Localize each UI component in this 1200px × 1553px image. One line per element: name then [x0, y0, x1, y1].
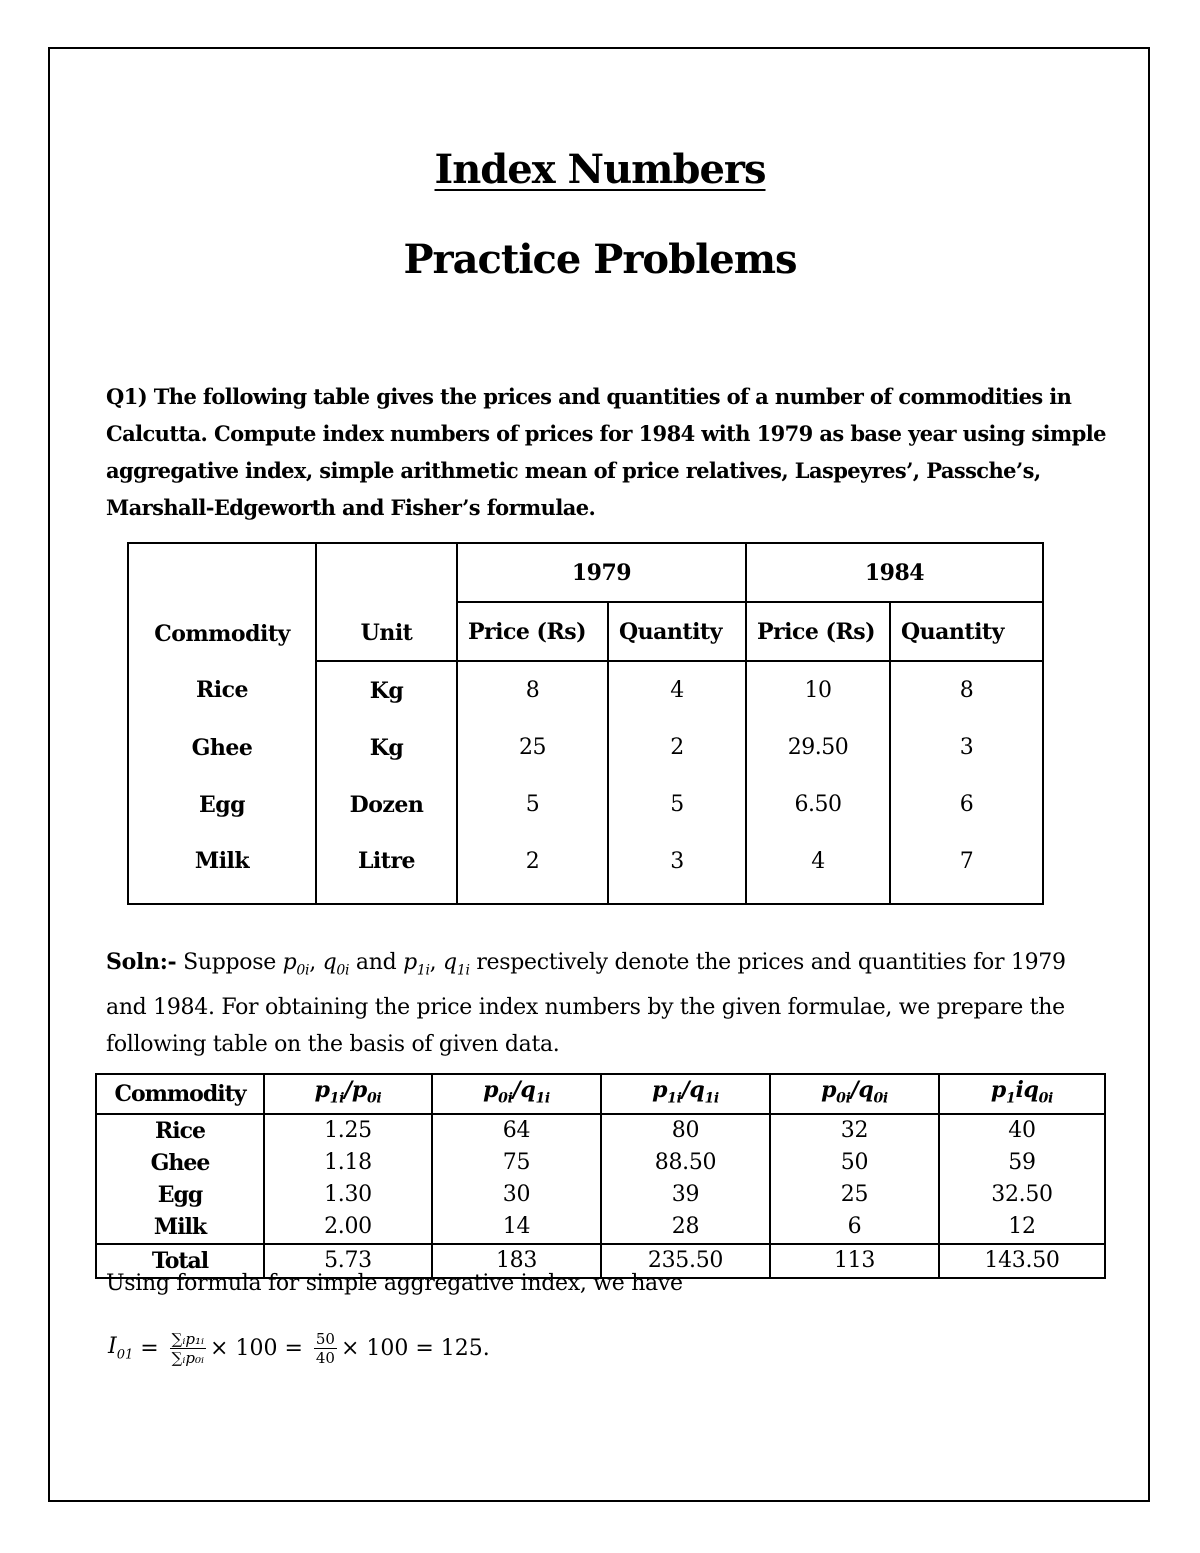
value-cell: 88.50	[601, 1147, 770, 1179]
value-cell: 30	[432, 1179, 601, 1211]
total-cell: 5.73	[264, 1244, 432, 1278]
quantity-cell: 2	[608, 719, 746, 776]
commodity-cell: Egg	[96, 1179, 264, 1211]
value-cell: 12	[939, 1211, 1105, 1244]
quantity-cell: 6	[890, 776, 1043, 833]
commodity-cell: Milk	[128, 833, 316, 904]
commodity-cell: Egg	[128, 776, 316, 833]
ratio-header: $p_{0i}/q_{1i}$	[432, 1074, 601, 1114]
formula-fraction-values: $\frac{50}{40}$	[315, 1330, 335, 1367]
price-cell: 4	[746, 833, 890, 904]
value-cell: 1.18	[264, 1147, 432, 1179]
ratio-header: $p_{1i}/q_{1i}$	[601, 1074, 770, 1114]
price-1979-header: Price (Rs)	[457, 602, 608, 661]
unit-cell: Dozen	[316, 776, 457, 833]
value-cell: 28	[601, 1211, 770, 1244]
price-cell: 25	[457, 719, 608, 776]
ratio-header: $p_{1i}/p_{0i}$	[264, 1074, 432, 1114]
year-1984-header: 1984	[746, 543, 1043, 602]
solution-text-1: Suppose	[176, 950, 283, 975]
table-row	[128, 776, 1043, 833]
commodity-cell: Rice	[128, 661, 316, 719]
value-cell: 80	[601, 1114, 770, 1147]
commodity-cell: Milk	[96, 1211, 264, 1244]
quantity-cell: 8	[890, 661, 1043, 719]
using-formula-text: Using formula for simple aggregative index, we have	[106, 1271, 683, 1296]
symbol-p1i: $p_{1i}$	[403, 950, 430, 979]
unit-cell: Litre	[316, 833, 457, 904]
total-label: Total	[96, 1244, 264, 1278]
total-cell: 143.50	[939, 1244, 1105, 1278]
solution-paragraph: Soln:- Suppose $p_{0i}$, $q_{0i}$ and $p_{1i}$, $q_{1i}$ respectively denote the prices and quantities for 1979 and 1984. For obtaining the price index numbers by the given formulae, we prepare the following table on the basis of given data.	[106, 949, 1066, 1058]
table-row	[128, 833, 1043, 904]
question-text: Q1) The following table gives the prices and quantities of a number of commodities in Calcutta. Compute index numbers of prices for 1984 with 1979 as base year using simple aggregative index, simple arithmetic mean of price relatives, Laspeyres’, Passche’s, Marshall-Edgeworth and Fisher’s formulae.	[106, 384, 1106, 520]
value-cell: 32.50	[939, 1179, 1105, 1211]
table-row	[96, 1211, 1105, 1244]
value-cell: 40	[939, 1114, 1105, 1147]
table-row	[128, 719, 1043, 776]
value-cell: 25	[770, 1179, 939, 1211]
value-cell: 59	[939, 1147, 1105, 1179]
price-cell: 10	[746, 661, 890, 719]
commodity-cell: Rice	[96, 1114, 264, 1147]
value-cell: 1.30	[264, 1179, 432, 1211]
quantity-1984-header: Quantity	[890, 602, 1043, 661]
unit-cell: Kg	[316, 719, 457, 776]
computation-table	[95, 1073, 1106, 1279]
value-cell: 6	[770, 1211, 939, 1244]
symbol-q0i: $q_{0i}$	[322, 950, 350, 979]
formula-lhs: $I_{01}$	[108, 1334, 134, 1363]
price-1984-header: Price (Rs)	[746, 602, 890, 661]
solution-text-2: and	[349, 950, 404, 975]
formula-result: × 100 = 125.	[340, 1336, 490, 1361]
col-commodity-header: Commodity	[96, 1074, 264, 1114]
quantity-cell: 3	[890, 719, 1043, 776]
ratio-header: $p_{0i}/q_{0i}$	[770, 1074, 939, 1114]
quantity-1979-header: Quantity	[608, 602, 746, 661]
value-cell: 2.00	[264, 1211, 432, 1244]
col-unit-header: Unit	[360, 620, 413, 646]
price-cell: 6.50	[746, 776, 890, 833]
page-title: Index Numbers	[434, 146, 766, 193]
solution-text-3: respectively denote the prices and quantities for 1979 and 1984. For obtaining the price index numbers by the given formulae, we prepare the following table on the basis of given data.	[106, 950, 1066, 1058]
product-header: $p_1iq_{0i}$	[939, 1074, 1105, 1114]
value-cell: 39	[601, 1179, 770, 1211]
table-row	[128, 661, 1043, 719]
value-cell: 32	[770, 1114, 939, 1147]
simple-aggregative-formula: $I_{01}$ = $\frac{\text{∑ᵢp₁ᵢ}}{\text{∑ᵢp₀ᵢ}}$ × 100 = $\frac{50}{40}$ × 100 = 125.	[108, 1330, 490, 1367]
total-cell: 235.50	[601, 1244, 770, 1278]
price-cell: 29.50	[746, 719, 890, 776]
commodity-cell: Ghee	[128, 719, 316, 776]
solution-label: Soln:-	[106, 949, 177, 975]
col-commodity-header: Commodity	[154, 621, 290, 647]
quantity-cell: 7	[890, 833, 1043, 904]
year-1979-header: 1979	[457, 543, 746, 602]
quantity-cell: 3	[608, 833, 746, 904]
symbol-q1i: $q_{1i}$	[443, 950, 470, 979]
total-cell: 113	[770, 1244, 939, 1278]
quantity-cell: 4	[608, 661, 746, 719]
price-cell: 8	[457, 661, 608, 719]
value-cell: 64	[432, 1114, 601, 1147]
value-cell: 50	[770, 1147, 939, 1179]
table-row	[96, 1147, 1105, 1179]
formula-fraction-sum: $\frac{\text{∑ᵢp₁ᵢ}}{\text{∑ᵢp₀ᵢ}}$	[171, 1330, 205, 1367]
commodity-cell: Ghee	[96, 1147, 264, 1179]
value-cell: 14	[432, 1211, 601, 1244]
price-cell: 2	[457, 833, 608, 904]
table-row	[96, 1114, 1105, 1147]
commodity-data-table	[127, 542, 1044, 905]
table-row	[96, 1179, 1105, 1211]
value-cell: 1.25	[264, 1114, 432, 1147]
unit-cell: Kg	[316, 661, 457, 719]
total-cell: 183	[432, 1244, 601, 1278]
quantity-cell: 5	[608, 776, 746, 833]
symbol-p0i: $p_{0i}$	[282, 950, 310, 979]
value-cell: 75	[432, 1147, 601, 1179]
price-cell: 5	[457, 776, 608, 833]
page-subtitle: Practice Problems	[403, 236, 797, 283]
